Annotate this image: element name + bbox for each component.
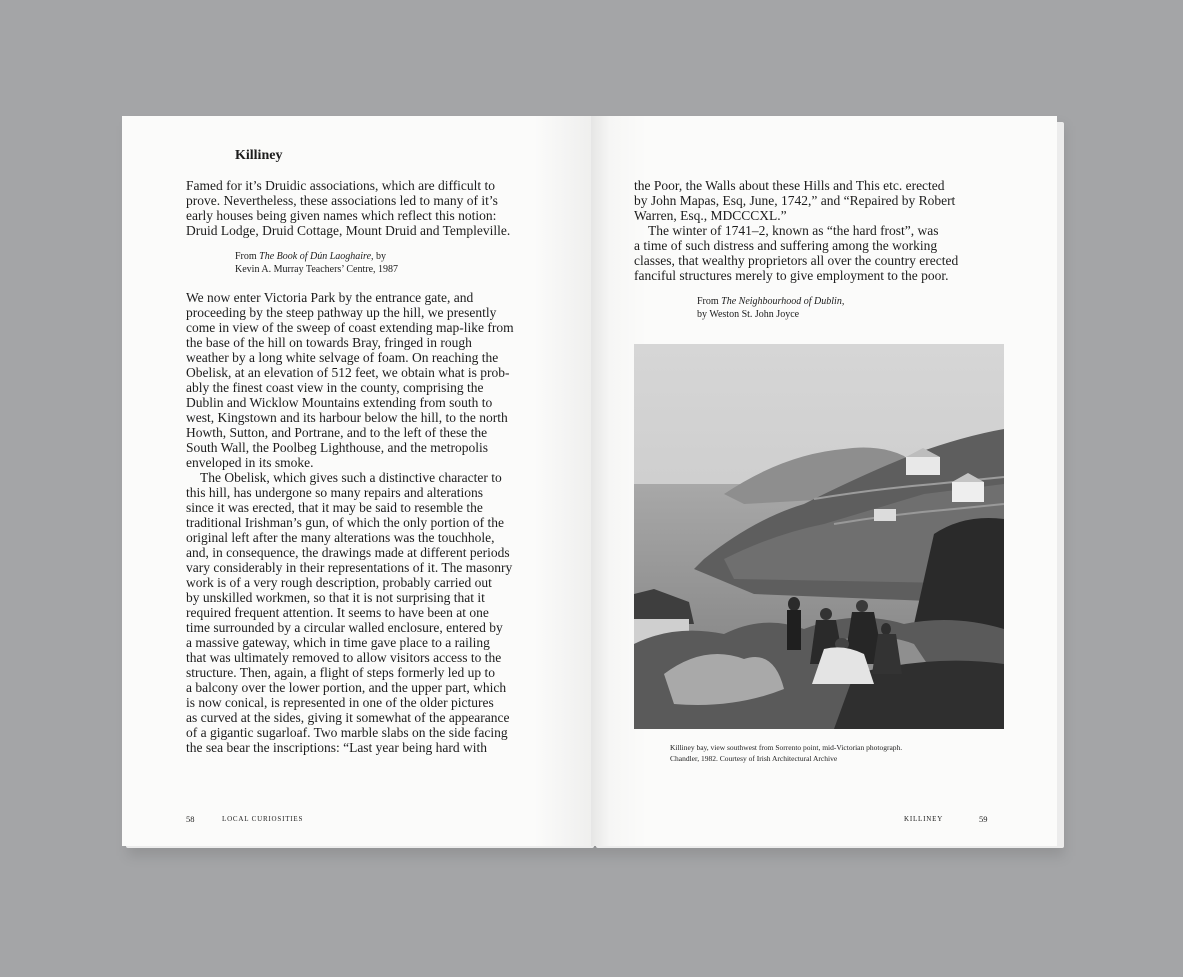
page-heading: Killiney (235, 148, 283, 163)
text-line: We now enter Victoria Park by the entrance gate, and (186, 290, 474, 305)
text-line: structure. Then, again, a flight of steps formerly led up to (186, 665, 496, 680)
text-line: by unskilled workmen, so that it is not surprising that it (186, 590, 485, 605)
body-paragraph-3 (634, 178, 1004, 283)
text-line: by John Mapas, Esq, June, 1742,” and “Repaired by Robert (634, 193, 956, 208)
source-suffix: by (373, 251, 387, 262)
running-head-left: LOCAL CURIOSITIES (222, 815, 304, 823)
caption-line: Killiney bay, view southwest from Sorrento point, mid-Victorian photograph. (670, 743, 903, 752)
photo-illustration (634, 344, 1004, 729)
text-line: South Wall, the Poolbeg Lighthouse, and the metropolis (186, 440, 489, 455)
text-line: the base of the hill on towards Bray, fringed in rough (186, 335, 472, 350)
text-line: the Poor, the Walls about these Hills and This etc. erected (634, 178, 945, 193)
book-spread (122, 116, 1064, 850)
text-line: is now conical, is represented in one of the older pictures (186, 695, 494, 710)
text-line: since it was erected, that it may be said to resemble the (186, 500, 483, 515)
text-line: vary considerably in their representations of it. The masonry (186, 560, 513, 575)
intro-paragraph (186, 178, 526, 238)
body-paragraph-1 (186, 290, 526, 755)
text-line: this hill, has undergone so many repairs and alterations (186, 485, 484, 500)
source-citation-2 (697, 295, 844, 321)
killiney-bay-photograph (634, 344, 1004, 729)
text-line: a massive gateway, which in time gave place to a railing (186, 635, 490, 650)
text-line: The winter of 1741–2, known as “the hard frost”, was (648, 223, 939, 238)
text-line: the sea bear the inscriptions: “Last year being hard with (186, 740, 488, 755)
text-line: The Obelisk, which gives such a distinctive character to (200, 470, 502, 485)
text-line: of a gigantic sugarloaf. Two marble slabs on the side facing (186, 725, 508, 740)
text-line: traditional Irishman’s gun, of which the only portion of the (186, 515, 504, 530)
text-line: Warren, Esq., MDCCCXL.” (634, 208, 787, 223)
text-line: proceeding by the steep pathway up the hill, we presently (186, 305, 497, 320)
text-line: enveloped in its smoke. (186, 455, 314, 470)
text-line: Famed for it’s Druidic associations, which are difficult to (186, 178, 496, 193)
text-line: work is of a very rough description, probably carried out (186, 575, 492, 590)
photo-caption (670, 742, 990, 764)
text-line: weather by a long white selvage of foam. On reaching the (186, 350, 499, 365)
page-number-right: 59 (979, 814, 988, 824)
running-head-right: KILLINEY (904, 815, 944, 823)
text-line: early houses being given names which reflect this notion: (186, 208, 497, 223)
page-number-left: 58 (186, 814, 195, 824)
text-line: come in view of the sweep of coast extending map-like from (186, 320, 514, 335)
text-line: a balcony over the lower portion, and the upper part, which (186, 680, 507, 695)
source-line: by Weston St. John Joyce (697, 309, 800, 320)
text-line: and, in consequence, the drawings made at different periods (186, 545, 510, 560)
text-line: Howth, Sutton, and Portrane, and to the left of these the (186, 425, 488, 440)
text-line: time surrounded by a circular walled enclosure, entered by (186, 620, 503, 635)
text-line: Obelisk, at an elevation of 512 feet, we obtain what is prob- (186, 365, 510, 380)
caption-line: Chandler, 1982. Courtesy of Irish Architectural Archive (670, 754, 838, 763)
text-line: original left after the many alterations was the touchhole, (186, 530, 495, 545)
right-page (591, 116, 1057, 846)
text-line: required frequent attention. It seems to have been at one (186, 605, 489, 620)
text-line: classes, that wealthy proprietors all over the country erected (634, 253, 959, 268)
text-line: west, Kingstown and its harbour below the hill, to the north (186, 410, 508, 425)
text-line: ably the finest coast view in the county, comprising the (186, 380, 484, 395)
source-prefix: From (697, 296, 722, 307)
text-line: a time of such distress and suffering among the working (634, 238, 938, 253)
text-line: fanciful structures merely to give employment to the poor. (634, 268, 949, 283)
source-title: The Neighbourhood of Dublin, (721, 296, 845, 307)
source-citation (235, 250, 398, 276)
text-line: Druid Lodge, Druid Cottage, Mount Druid and Templeville. (186, 223, 511, 238)
source-line: Kevin A. Murray Teachers’ Centre, 1987 (235, 264, 399, 275)
left-page (122, 116, 591, 846)
text-line: as curved at the sides, giving it somewhat of the appearance (186, 710, 510, 725)
text-line: Dublin and Wicklow Mountains extending from south to (186, 395, 493, 410)
source-title: The Book of Dún Laoghaire, (259, 251, 374, 262)
source-prefix: From (235, 251, 260, 262)
text-line: prove. Nevertheless, these associations led to many of it’s (186, 193, 498, 208)
text-line: that was ultimately removed to allow visitors access to the (186, 650, 502, 665)
